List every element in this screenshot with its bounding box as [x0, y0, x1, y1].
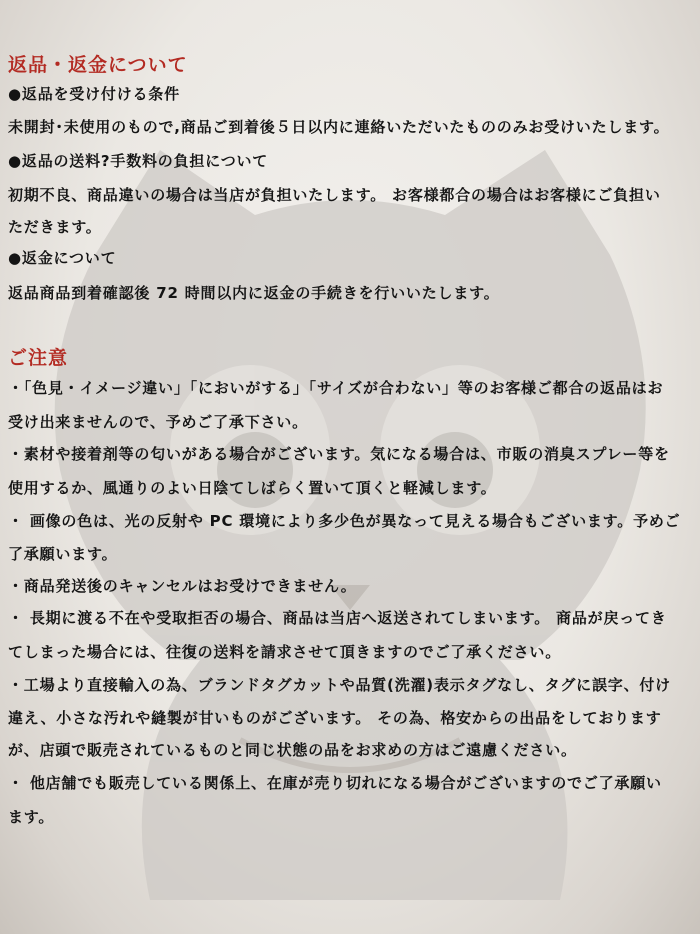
notes-line: 違え、小さな汚れや縫製が甘いものがございます。 その為、格安からの出品をしております	[8, 709, 662, 727]
returns-line: ●返品を受け付ける条件	[8, 85, 180, 103]
notes-line: ・商品発送後のキャンセルはお受けできません。	[8, 577, 357, 595]
notes-line: ・ 画像の色は、光の反射や PC 環境により多少色が異なって見える場合もございます。予めご	[8, 512, 681, 530]
returns-line: ただきます。	[8, 218, 102, 236]
notes-line: ・ 長期に渡る不在や受取拒否の場合、商品は当店へ返送されてしまいます。 商品が戻ってき	[8, 609, 667, 627]
notes-line: 受け出来ませんので、予めご了承下さい。	[8, 413, 308, 431]
returns-line: 初期不良、商品違いの場合は当店が負担いたします。 お客様都合の場合はお客様にご負担い	[8, 186, 661, 204]
notes-line: が、店頭で販売されているものと同じ状態の品をお求めの方はご遠慮ください。	[8, 741, 577, 759]
notes-line: ・ 他店舗でも販売している関係上、在庫が売り切れになる場合がございますのでご了承願い	[8, 774, 662, 792]
notes-line: ・工場より直接輸入の為、ブランドタグカットや品質(洗濯)表示タグなし、タグに誤字、付け	[8, 676, 671, 694]
notes-line: てしまった場合には、往復の送料を請求させて頂きますのでご了承ください。	[8, 643, 562, 661]
notes-line: ・素材や接着剤等の匂いがある場合がございます。気になる場合は、市販の消臭スプレー等を	[8, 445, 670, 463]
notes-line: 使用するか、風通りのよい日陰てしばらく置いて頂くと軽減します。	[8, 479, 497, 497]
returns-line: ●返品の送料?手数料の負担について	[8, 152, 269, 170]
notes-line: 了承願います。	[8, 545, 118, 563]
returns-line: ●返金について	[8, 249, 117, 267]
returns-line: 未開封･未使用のもので,商品ご到着後５日以内に連絡いただいたもののみお受けいたします。	[8, 118, 670, 136]
notes-line: ・「色見・イメージ違い」「においがする」「サイズが合わない」等のお客様ご都合の返品はお	[8, 379, 664, 397]
notes-heading: ご注意	[8, 347, 69, 369]
notes-line: ます。	[8, 808, 55, 826]
returns-line: 返品商品到着確認後 72 時間以内に返金の手続きを行いいたします。	[8, 284, 500, 302]
returns-heading: 返品・返金について	[8, 54, 188, 76]
